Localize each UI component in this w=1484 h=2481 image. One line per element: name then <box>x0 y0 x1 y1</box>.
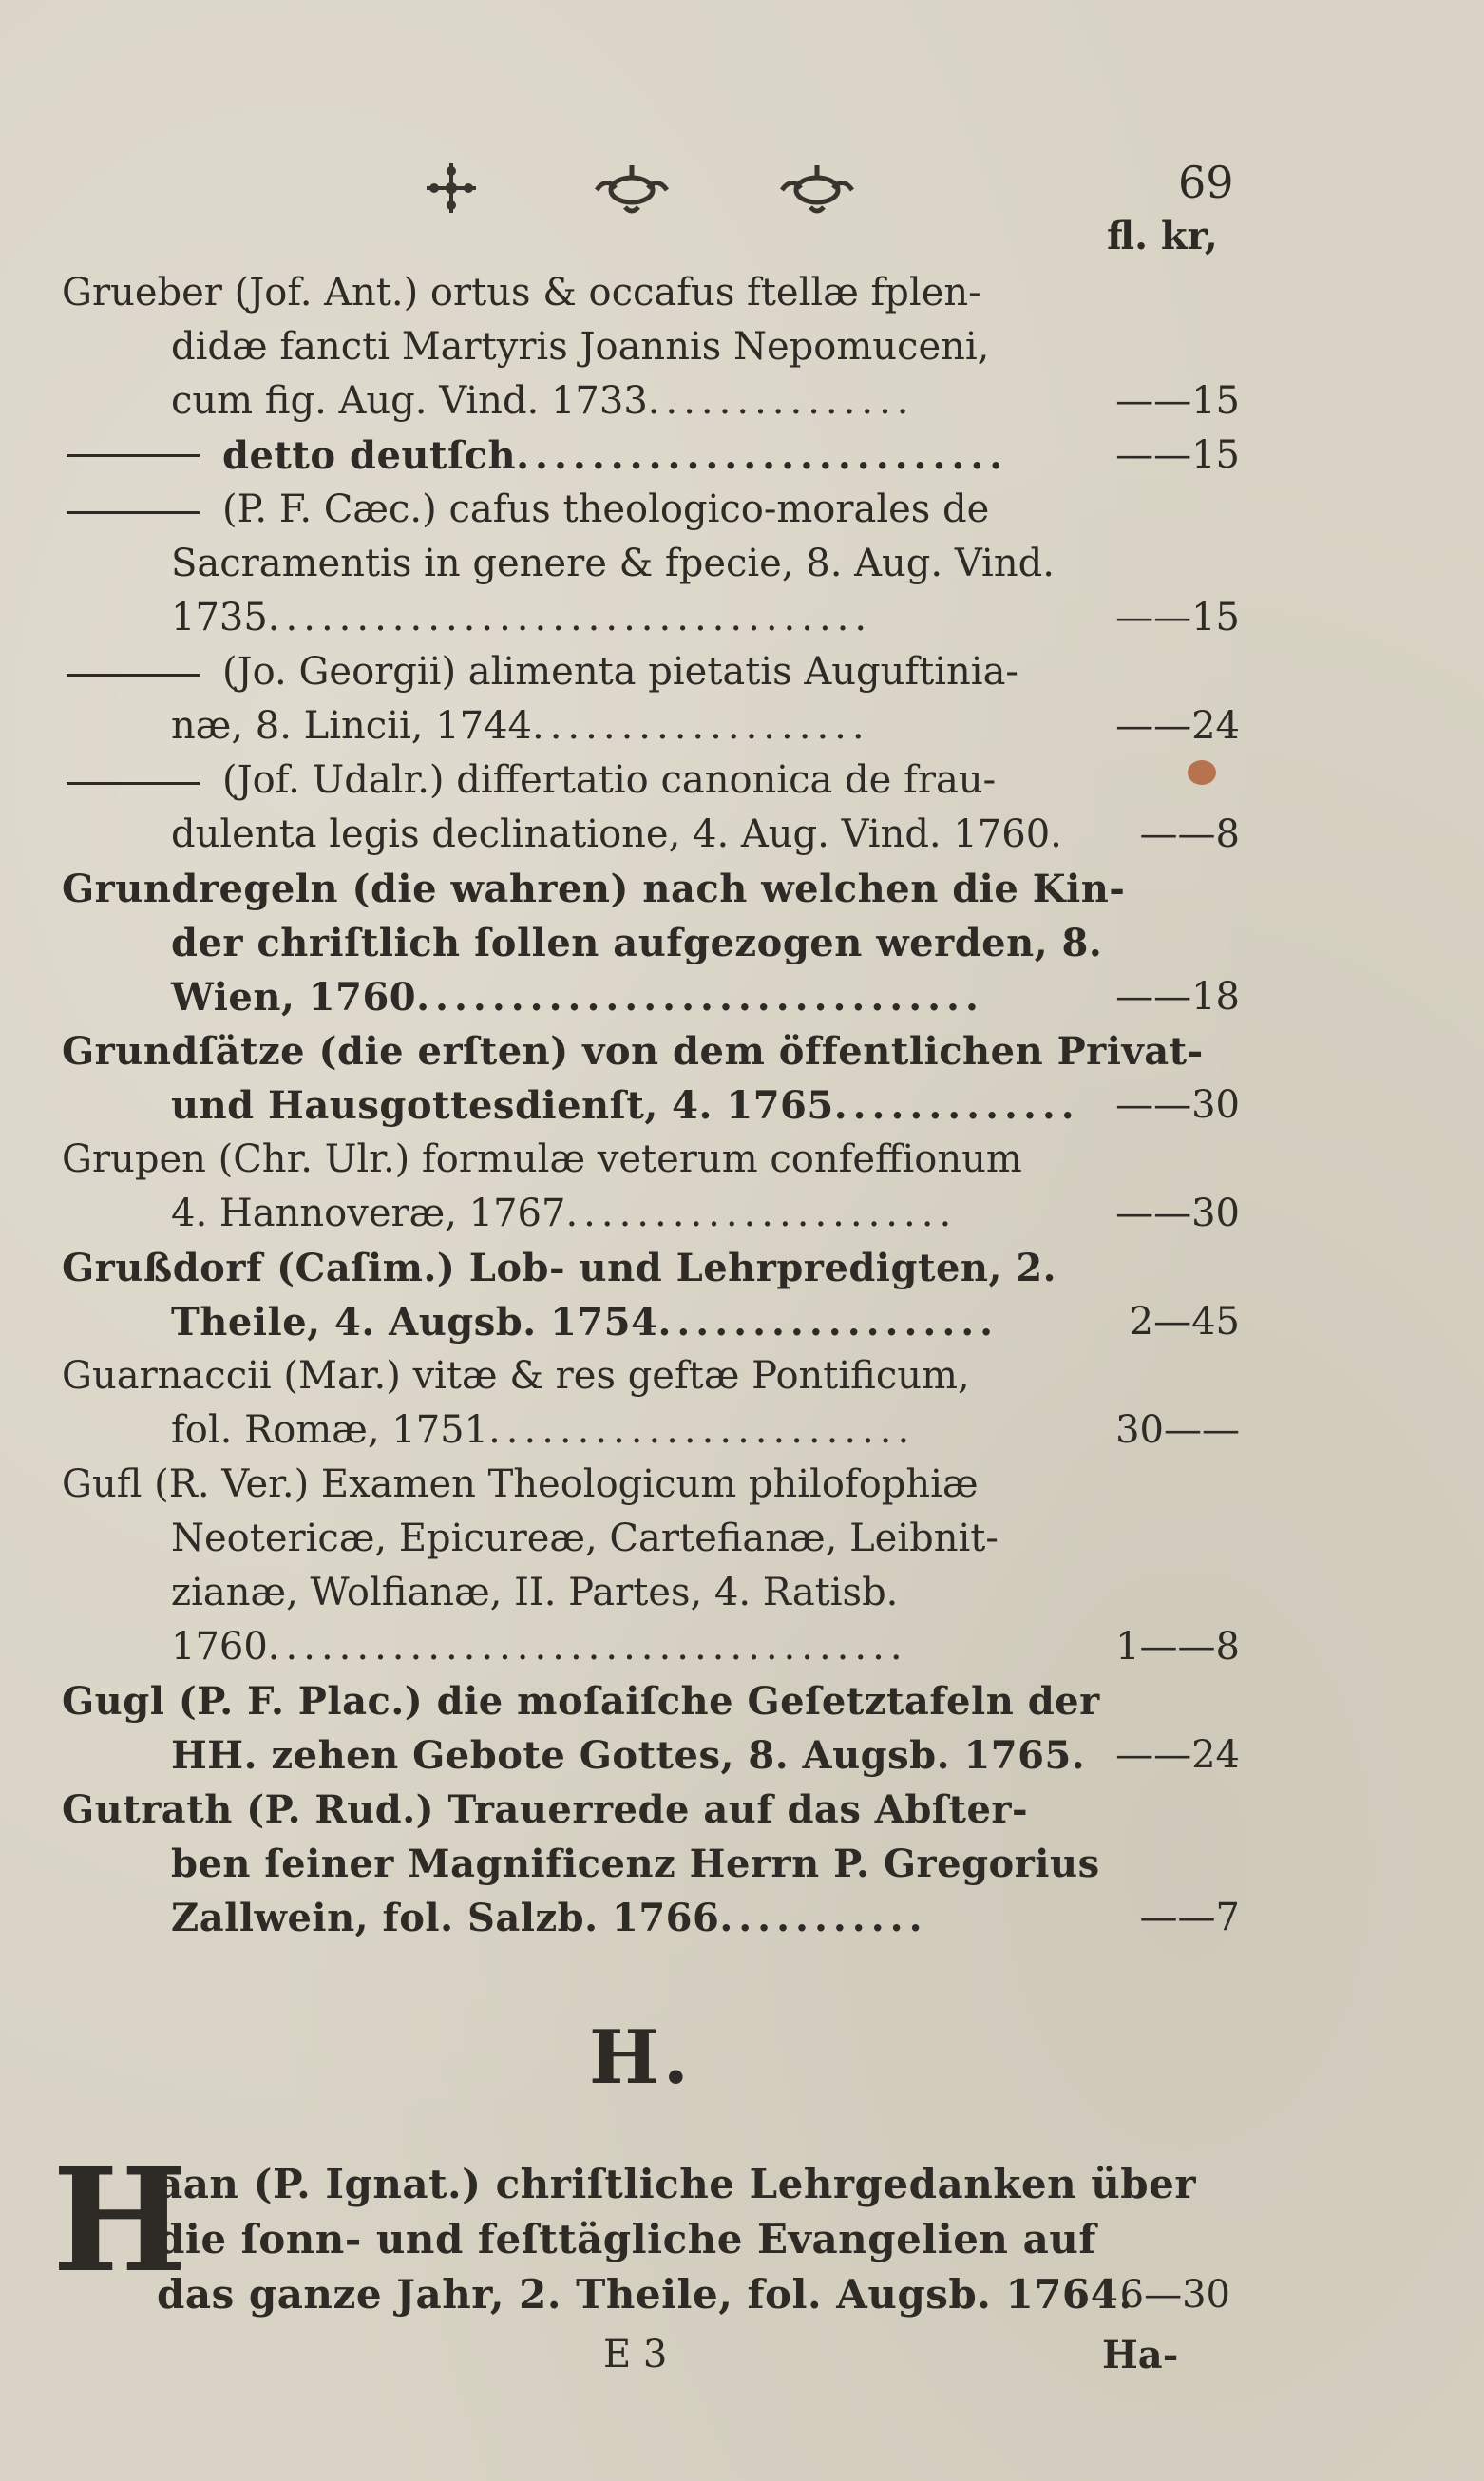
entry-last-line <box>171 374 1059 429</box>
entry-line <box>62 862 1126 916</box>
entry-text: (Jof. Udalr.) differtatio canonica de frau- <box>222 758 997 802</box>
entry-last-line <box>171 970 1059 1024</box>
entry-last-line <box>171 1187 1059 1241</box>
catalog-entry <box>62 483 1240 645</box>
entry-line <box>62 1133 1059 1187</box>
currency-column-header: fl. kr, <box>1107 214 1218 258</box>
catalog-entry <box>62 1349 1240 1458</box>
entry-text: cum fig. Aug. Vind. 1733 <box>171 379 648 423</box>
entry-line <box>62 1458 1059 1512</box>
entry-price: ——24 <box>1115 704 1240 748</box>
entry-text: zianæ, Wolfianæ, II. Partes, 4. Ratisb. <box>171 1571 899 1614</box>
leader-dots: ...................... <box>565 1192 958 1235</box>
leader-dots: .......................... <box>516 433 1009 478</box>
entry-text: næ, 8. Lincii, 1744 <box>171 704 532 748</box>
entry-text: fol. Romæ, 1751 <box>171 1408 489 1452</box>
entry-text: Sacramentis in genere & fpecie, 8. Aug. Vind. <box>171 542 1055 585</box>
catalog-entry <box>62 1133 1240 1241</box>
leader-dots: .................................... <box>267 1625 908 1669</box>
catalog-entry <box>62 266 1240 429</box>
catalog-entry <box>62 862 1240 1024</box>
entry-line <box>62 1241 1059 1295</box>
entry-text: dulenta legis declinatione, 4. Aug. Vind. 1760. <box>171 812 1062 856</box>
entry-line <box>67 754 1059 808</box>
entry-text: ben ſeiner Magnificenz Herrn P. Gregorius <box>171 1842 1100 1886</box>
entry-text: Grundregeln (die wahren) nach welchen die Kin- <box>62 867 1126 911</box>
ditto-dash <box>67 454 200 457</box>
entry-last-line <box>171 1295 1059 1349</box>
entry-line <box>171 320 1059 374</box>
ditto-dash <box>67 674 200 677</box>
entry-text: 4. Hannoveræ, 1767 <box>171 1192 566 1235</box>
entry-text: detto deutſch <box>222 433 517 478</box>
entry-last-line <box>171 1728 1086 1783</box>
entry-line <box>67 645 1059 699</box>
entry-line <box>171 1837 1100 1891</box>
entry-last-line <box>171 1620 1059 1674</box>
catalog-entry <box>62 1024 1240 1133</box>
entry-text: (P. F. Cæc.) cafus theologico-morales de <box>222 487 990 531</box>
entry-text: Gugl (P. F. Plac.) die moſaiſche Geſetztafeln der <box>62 1679 1100 1724</box>
entry-price: ——15 <box>1115 596 1240 639</box>
leader-dots: .................................. <box>267 596 873 639</box>
entry-text: Wien, 1760 <box>171 975 417 1020</box>
entry-text: didæ fancti Martyris Joannis Nepomuceni, <box>171 325 990 369</box>
entry-text: Zallwein, fol. Salzb. 1766 <box>171 1896 720 1940</box>
entry-line <box>67 483 1059 537</box>
entry-line <box>171 537 1059 591</box>
entry-last-line <box>67 429 1059 483</box>
leader-dots: ................... <box>532 704 870 748</box>
entry-text: Gufl (R. Ver.) Examen Theologicum philofophiæ <box>62 1462 979 1506</box>
entry-text: Neotericæ, Epicureæ, Cartefianæ, Leibnit- <box>171 1517 999 1560</box>
scroll-ornament-icon <box>589 160 675 217</box>
entry-price: ——8 <box>1139 812 1240 856</box>
entry-price: 2—45 <box>1129 1300 1240 1344</box>
leader-dots: ........... <box>719 1896 928 1940</box>
entry-last-line <box>171 1403 1059 1458</box>
entry-line: die ſonn- und feſttägliche Evangelien auf <box>157 2216 1096 2262</box>
entry-text: 1735 <box>171 596 268 639</box>
entry-line <box>62 266 1059 320</box>
entry-text: Grueber (Jof. Ant.) ortus & occafus ftellæ fplen- <box>62 271 981 315</box>
drop-cap: H <box>52 2137 188 2304</box>
entry-text: (Jo. Georgii) alimenta pietatis Auguftinia- <box>222 650 1018 694</box>
entry-price: ——15 <box>1115 433 1240 477</box>
ditto-dash <box>67 511 200 514</box>
leader-dots: ........................ <box>488 1408 916 1452</box>
leader-dots: ............... <box>647 379 915 423</box>
entry-line: aan (P. Ignat.) chriſtliche Lehrgedanken über <box>157 2161 1196 2207</box>
entry-last-line <box>171 1891 1059 1945</box>
catalog-entry <box>62 429 1240 483</box>
entry-text: Grupen (Chr. Ulr.) formulæ veterum confeffionum <box>62 1137 1022 1181</box>
entry-line <box>62 1783 1059 1837</box>
entry-text: Theile, 4. Augsb. 1754 <box>171 1300 658 1345</box>
entry-line <box>171 916 1103 970</box>
catalog-entry <box>62 1783 1240 1945</box>
entry-last-line <box>171 591 1059 645</box>
entry-price: ——7 <box>1139 1896 1240 1939</box>
page-number: 69 <box>1178 157 1234 208</box>
entry-line <box>171 1512 1059 1566</box>
entry-text: Grußdorf (Caſim.) Lob- und Lehrpredigten, 2. <box>62 1246 1057 1290</box>
entry-price: 6—30 <box>1119 2273 1230 2317</box>
scroll-ornament-icon-2 <box>774 160 860 217</box>
leader-dots: .............................. <box>416 975 984 1020</box>
entry-price: ——30 <box>1115 1083 1240 1127</box>
entry-text: Grundſätze (die erſten) von dem öffentlichen Privat- <box>62 1029 1204 1074</box>
catalog-entry <box>62 1674 1240 1783</box>
entry-last-line <box>171 808 1062 862</box>
catalog-entries <box>62 266 1240 1945</box>
catalog-entry <box>62 645 1240 754</box>
header-ornaments <box>423 160 898 226</box>
entry-line: das ganze Jahr, 2. Theile, fol. Augsb. 1764. <box>157 2271 1133 2318</box>
entry-text: und Hausgottesdienſt, 4. 1765 <box>171 1083 834 1128</box>
entry-price: 30—— <box>1115 1408 1240 1452</box>
entry-text: Gutrath (P. Rud.) Trauerrede auf das Abſter- <box>62 1787 1029 1832</box>
catalog-entry <box>62 1458 1240 1674</box>
catalog-entry-haan <box>52 2137 1230 2322</box>
entry-price: 1——8 <box>1115 1625 1240 1669</box>
entry-last-line <box>171 1078 1080 1133</box>
leader-dots: ............. <box>833 1083 1080 1128</box>
catalog-entry <box>62 754 1240 862</box>
entry-price: ——30 <box>1115 1192 1240 1235</box>
leader-dots: .................. <box>657 1300 999 1345</box>
entry-price: ——15 <box>1115 379 1240 423</box>
entry-line <box>62 1349 1059 1403</box>
signature-mark: E 3 <box>603 2333 668 2376</box>
entry-text: 1760 <box>171 1625 268 1669</box>
section-heading: H. <box>589 2014 693 2101</box>
fleuron-icon <box>423 160 480 217</box>
entry-text: der chriſtlich ſollen aufgezogen werden, 8. <box>171 921 1103 965</box>
entry-line <box>171 1566 1059 1620</box>
entry-text: Guarnaccii (Mar.) vitæ & res geftæ Pontificum, <box>62 1354 970 1398</box>
catchword: Ha- <box>1102 2333 1179 2377</box>
entry-last-line <box>171 699 1059 754</box>
entry-line <box>62 1674 1100 1728</box>
catalog-entry <box>62 1241 1240 1349</box>
ditto-dash <box>67 782 200 785</box>
entry-price: ——24 <box>1115 1733 1240 1777</box>
entry-text: HH. zehen Gebote Gottes, 8. Augsb. 1765. <box>171 1733 1086 1778</box>
entry-price: ——18 <box>1115 975 1240 1019</box>
entry-line <box>62 1024 1204 1078</box>
